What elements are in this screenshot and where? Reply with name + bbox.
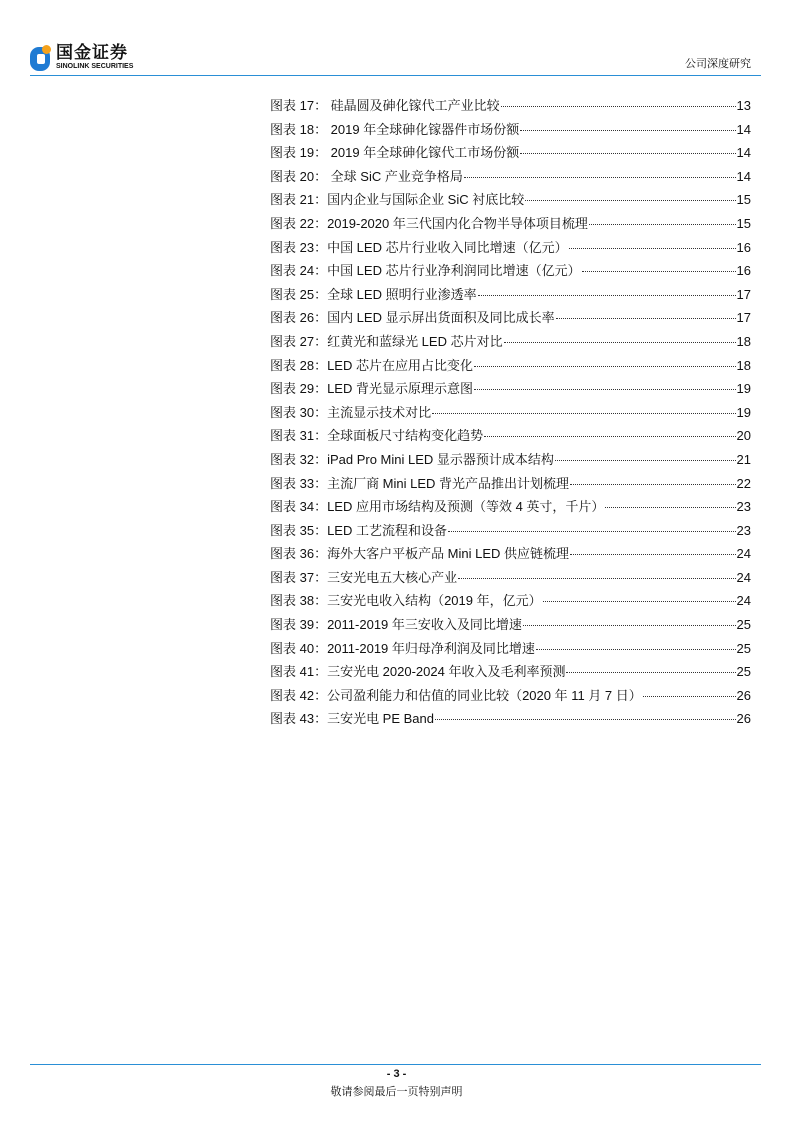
toc-entry-page: 16 [736,263,751,279]
toc-entry[interactable] [270,543,751,567]
header-divider [30,75,761,76]
toc-entry[interactable] [270,307,751,331]
toc-entry-label: 图表 43：三安光电 PE Band [270,711,434,727]
toc-entry-page: 20 [736,428,751,444]
toc-entry-label: 图表 32：iPad Pro Mini LED 显示器预计成本结构 [270,451,554,467]
toc-entry[interactable] [270,95,751,119]
page-number: - 3 - [386,1068,407,1080]
figure-toc [270,95,751,732]
toc-entry-page: 24 [736,593,751,609]
toc-entry[interactable] [270,685,751,709]
logo-cn: 国金证券 [56,43,128,62]
toc-leader-dots [504,342,736,343]
toc-leader-dots [536,649,736,650]
toc-entry[interactable] [270,473,751,497]
toc-entry[interactable] [270,189,751,213]
toc-entry-page: 14 [736,168,751,184]
toc-entry-label: 图表 17： 硅晶圆及砷化镓代工产业比较 [270,98,500,113]
toc-entry-page: 15 [736,192,751,208]
toc-entry-label: 图表 24：中国 LED 芯片行业净利润同比增速（亿元） [270,263,581,279]
toc-entry[interactable] [270,260,751,284]
toc-leader-dots [566,672,735,673]
toc-entry[interactable] [270,708,751,732]
toc-entry[interactable] [270,237,751,261]
toc-leader-dots [570,484,735,485]
toc-entry-page: 25 [736,617,751,633]
toc-leader-dots [589,224,736,225]
toc-entry-label: 图表 25：全球 LED 照明行业渗透率 [270,286,477,302]
toc-entry-page: 24 [736,569,751,585]
toc-entry-page: 17 [736,286,751,302]
toc-entry[interactable] [270,284,751,308]
toc-entry-label: 图表 36：海外大客户平板产品 Mini LED 供应链梳理 [270,546,570,562]
toc-entry-page: 13 [736,98,751,113]
toc-entry-page: 19 [736,381,751,397]
toc-leader-dots [520,130,735,131]
toc-entry-label: 图表 18： 2019 年全球砷化镓器件市场份额 [270,121,520,137]
toc-leader-dots [474,389,736,390]
toc-entry-label: 图表 26：国内 LED 显示屏出货面积及同比成长率 [270,310,555,326]
toc-entry-label: 图表 42：公司盈利能力和估值的同业比较（2020 年 11 月 7 日） [270,687,642,703]
toc-entry-label: 图表 23：中国 LED 芯片行业收入同比增速（亿元） [270,239,568,255]
toc-entry-page: 18 [736,333,751,349]
toc-entry[interactable] [270,520,751,544]
toc-entry-label: 图表 38：三安光电收入结构（2019 年，亿元） [270,593,542,609]
toc-leader-dots [474,366,736,367]
toc-entry-label: 图表 35：LED 工艺流程和设备 [270,522,447,538]
toc-entry-page: 17 [736,310,751,326]
toc-leader-dots [448,531,736,532]
toc-leader-dots [582,271,736,272]
toc-leader-dots [501,106,736,107]
toc-entry-label: 图表 19： 2019 年全球砷化镓代工市场份额 [270,145,520,161]
toc-entry-label: 图表 33：主流厂商 Mini LED 背光产品推出计划梳理 [270,475,570,491]
toc-entry-page: 14 [736,121,751,137]
toc-leader-dots [525,200,735,201]
toc-leader-dots [523,625,736,626]
toc-leader-dots [435,719,736,720]
report-type: 公司深度研究 [685,57,751,70]
toc-leader-dots [543,601,736,602]
toc-entry-label: 图表 30：主流显示技术对比 [270,404,432,420]
toc-entry-label: 图表 37：三安光电五大核心产业 [270,569,458,585]
toc-entry[interactable] [270,638,751,662]
toc-entry[interactable] [270,378,751,402]
toc-entry[interactable] [270,496,751,520]
toc-entry[interactable] [270,331,751,355]
toc-leader-dots [605,507,735,508]
toc-entry[interactable] [270,590,751,614]
toc-leader-dots [556,318,736,319]
toc-leader-dots [484,436,735,437]
disclaimer: 敬请参阅最后一页特别声明 [330,1085,463,1098]
footer-divider [30,1064,761,1065]
logo-en: SINOLINK SECURITIES [56,63,134,70]
toc-entry-page: 21 [736,451,751,467]
toc-entry-page: 16 [736,239,751,255]
toc-entry-page: 25 [736,640,751,656]
logo-icon [30,45,52,71]
company-logo [30,44,133,71]
toc-leader-dots [569,248,736,249]
toc-entry-label: 图表 22：2019-2020 年三代国内化合物半导体项目梳理 [270,215,588,231]
toc-entry-label: 图表 31：全球面板尺寸结构变化趋势 [270,428,484,444]
toc-entry[interactable] [270,567,751,591]
toc-entry-page: 19 [736,404,751,420]
toc-entry-label: 图表 34：LED 应用市场结构及预测（等效 4 英寸，千片） [270,499,605,515]
toc-entry-page: 23 [736,522,751,538]
toc-entry-page: 18 [736,357,751,373]
toc-entry-label: 图表 41：三安光电 2020-2024 年收入及毛利率预测 [270,664,566,680]
toc-entry-page: 25 [736,664,751,680]
toc-entry-page: 15 [736,215,751,231]
toc-entry-label: 图表 29：LED 背光显示原理示意图 [270,381,473,397]
toc-leader-dots [643,696,736,697]
toc-leader-dots [570,554,735,555]
toc-leader-dots [432,413,735,414]
toc-leader-dots [458,578,735,579]
toc-entry[interactable] [270,213,751,237]
toc-leader-dots [478,295,736,296]
toc-entry[interactable] [270,355,751,379]
toc-entry-page: 22 [736,475,751,491]
toc-entry[interactable] [270,142,751,166]
toc-entry-label: 图表 39：2011-2019 年三安收入及同比增速 [270,617,522,633]
toc-leader-dots [520,153,735,154]
toc-entry[interactable] [270,614,751,638]
toc-entry-label: 图表 40：2011-2019 年归母净利润及同比增速 [270,640,535,656]
toc-entry[interactable] [270,661,751,685]
toc-entry-label: 图表 27：红黄光和蓝绿光 LED 芯片对比 [270,333,503,349]
toc-entry-label: 图表 21：国内企业与国际企业 SiC 衬底比较 [270,192,525,208]
toc-entry[interactable] [270,402,751,426]
toc-entry[interactable] [270,425,751,449]
toc-entry-label: 图表 20： 全球 SiC 产业竞争格局 [270,168,463,184]
toc-entry[interactable] [270,449,751,473]
toc-entry-page: 23 [736,499,751,515]
toc-entry-page: 26 [736,711,751,727]
toc-entry-page: 24 [736,546,751,562]
toc-leader-dots [555,460,736,461]
toc-entry-page: 26 [736,687,751,703]
toc-entry[interactable] [270,166,751,190]
toc-entry[interactable] [270,119,751,143]
toc-entry-page: 14 [736,145,751,161]
toc-entry-label: 图表 28：LED 芯片在应用占比变化 [270,357,473,373]
toc-leader-dots [464,177,736,178]
